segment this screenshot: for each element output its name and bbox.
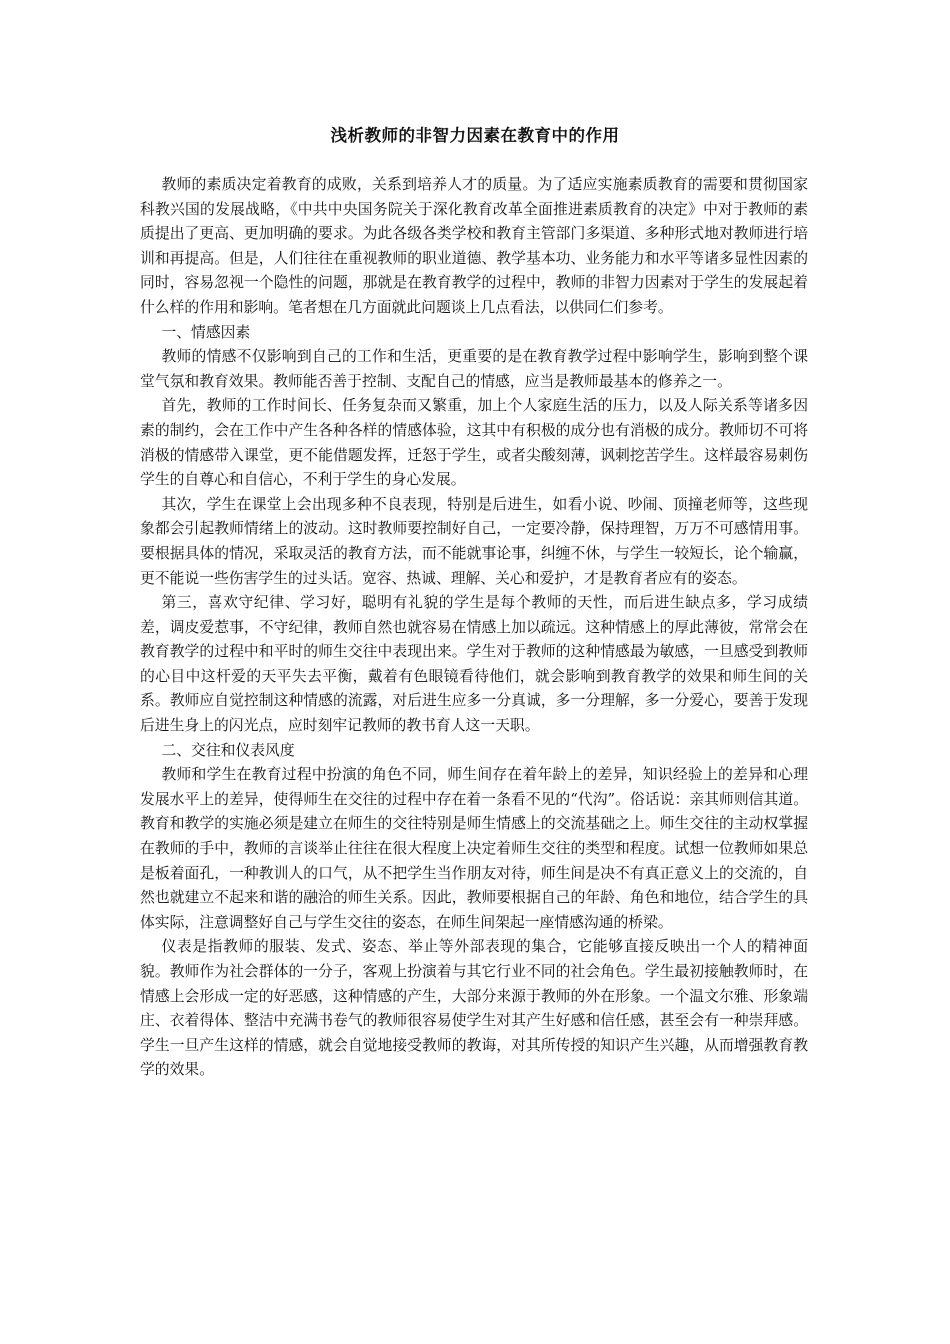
paragraph-intro: 教师的素质决定着教育的成败，关系到培养人才的质量。为了适应实施素质教育的需要和贯彻国家科教兴国的发展战略，《中共中央国务院关于深化教育改革全面推进素质教育的决定》中对于教师的素质提出了更高、更加明确的要求。为此各级各类学校和教育主管部门多渠道、多种形式地对教师进行培训和再提高。但是，人们往往在重视教师的职业道德、教学基本功、业务能力和水平等诸多显性因素的同时，容易忽视一个隐性的问题，那就是在教育教学的过程中，教师的非智力因素对于学生的发展起着什么样的作用和影响。笔者想在几方面就此问题谈上几点看法，以供同仁们参考。 — [140, 176, 808, 316]
paragraph-emotion-second: 其次，学生在课堂上会出现多种不良表现，特别是后进生，如看小说、吵闹、顶撞老师等，这些现象都会引起教师情绪上的波动。这时教师要控制好自己，一定要冷静，保持理智，万万不可感情用事。要根据具体的情况，采取灵活的教育方法，而不能就事论事，纠缠不休，与学生一较短长，论个输赢，更不能说一些伤害学生的过头话。宽容、热诚、理解、关心和爱护，才是教育者应有的姿态。 — [140, 495, 808, 587]
document-title: 浅析教师的非智力因素在教育中的作用 — [330, 126, 620, 145]
section-heading-communication: 二、交往和仪表风度 — [161, 741, 295, 759]
section-heading-emotion: 一、情感因素 — [161, 323, 251, 341]
paragraph-appearance: 仪表是指教师的服装、发式、姿态、举止等外部表现的集合，它能够直接反映出一个人的精神面貌。教师作为社会群体的一分子，客观上扮演着与其它行业不同的社会角色。学生最初接触教师时，在情感上会形成一定的好恶感，这种情感的产生，大部分来源于教师的外在形象。一个温文尔雅、形象端庄、衣着得体、整洁中充满书卷气的教师很容易使学生对其产生好感和信任感，甚至会有一种崇拜感。学生一旦产生这样的情感，就会自觉地接受教师的教诲，对其所传授的知识产生兴趣，从而增强教育教学的效果。 — [140, 938, 808, 1079]
paragraph-emotion-overview: 教师的情感不仅影响到自己的工作和生活，更重要的是在教育教学过程中影响学生，影响到整个课堂气氛和教育效果。教师能否善于控制、支配自己的情感，应当是教师最基本的修养之一。 — [140, 348, 808, 390]
paragraph-emotion-first: 首先，教师的工作时间长、任务复杂而又繁重，加上个人家庭生活的压力，以及人际关系等诸多因素的制约，会在工作中产生各种各样的情感体验，这其中有积极的成分也有消极的成分。教师切不可将消极的情感带入课堂，更不能借题发挥，迁怒于学生，或者尖酸刻薄，讽刺挖苦学生。这样最容易刺伤学生的自尊心和自信心，不利于学生的身心发展。 — [140, 397, 808, 489]
paragraph-communication: 教师和学生在教育过程中扮演的角色不同，师生间存在着年龄上的差异，知识经验上的差异和心理发展水平上的差异，使得师生在交往的过程中存在着一条看不见的“代沟”。俗话说：亲其师则信其道。教育和教学的实施必须是建立在师生的交往特别是师生情感上的交流基础之上。师生交往的主动权掌握在教师的手中，教师的言谈举止往往在很大程度上决定着师生交往的类型和程度。试想一位教师如果总是板着面孔，一种教训人的口气，从不把学生当作朋友对待，师生间是决不有真正意义上的交流的，自然也就建立不起来和谐的融洽的师生关系。因此，教师要根据自己的年龄、角色和地位，结合学生的具体实际，注意调整好自己与学生交往的姿态，在师生间架起一座情感沟通的桥梁。 — [140, 766, 808, 931]
paragraph-emotion-third: 第三，喜欢守纪律、学习好，聪明有礼貌的学生是每个教师的天性，而后进生缺点多，学习成绩差，调皮爱惹事，不守纪律，教师自然也就容易在情感上加以疏远。这种情感上的厚此薄彼，常常会在教育教学的过程中和平时的师生交往中表现出来。学生对于教师的这种情感最为敏感，一旦感受到教师的心目中这杆爱的天平失去平衡，戴着有色眼镜看待他们，就会影响到教育教学的效果和师生间的关系。教师应自觉控制这种情感的流露，对后进生应多一分真诚，多一分理解，多一分爱心，要善于发现后进生身上的闪光点，应时刻牢记教师的教书育人这一天职。 — [140, 594, 808, 735]
document-body — [140, 173, 808, 1083]
